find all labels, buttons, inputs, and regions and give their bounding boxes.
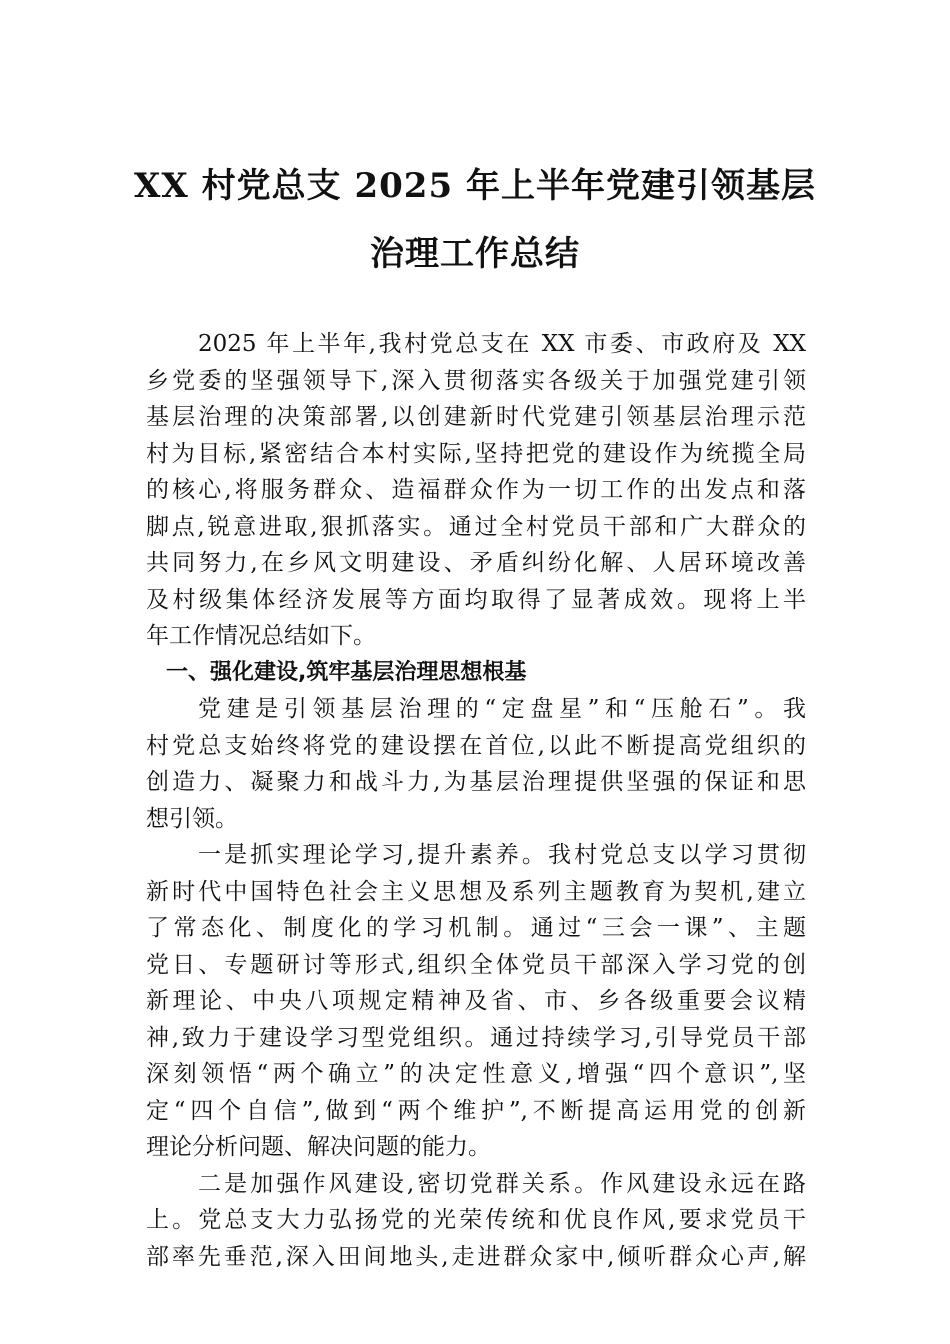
body-line: 理论分析问题、解决问题的能力。 (146, 1134, 491, 1160)
body-line: 定“四个自信”,做到“两个维护”,不断提高运用党的创新 (146, 1097, 806, 1124)
document-title-line-2: 治理工作总结 (370, 234, 580, 274)
body-line: 共同努力,在乡风文明建设、矛盾纠纷化解、人居环境改善 (146, 550, 806, 576)
body-line: 想引领。 (146, 805, 238, 832)
body-line: 一是抓实理论学习,提升素养。我村党总支以学习贯彻 (198, 842, 806, 868)
body-line: 深刻领悟“两个确立”的决定性意义,增强“四个意识”,坚 (146, 1061, 806, 1087)
body-line: 乡党委的坚强领导下,深入贯彻落实各级关于加强党建引领 (146, 367, 806, 394)
body-line: 新时代中国特色社会主义思想及系列主题教育为契机,建立 (146, 878, 806, 905)
body-line: 神,致力于建设学习型党组织。通过持续学习,引导党员干部 (146, 1024, 806, 1051)
body-line: 及村级集体经济发展等方面均取得了显著成效。现将上半 (146, 586, 806, 613)
body-line: 村党总支始终将党的建设摆在首位,以此不断提高党组织的 (146, 732, 806, 759)
body-line: 的核心,将服务群众、造福群众作为一切工作的出发点和落 (146, 477, 806, 503)
body-line: 了常态化、制度化的学习机制。通过“三会一课”、主题 (146, 915, 806, 941)
body-line: 新理论、中央八项规定精神及省、市、乡各级重要会议精 (146, 988, 806, 1014)
body-line: 2025 年上半年,我村党总支在 XX 市委、市政府及 XX (198, 331, 806, 357)
document-body (146, 326, 806, 1275)
body-line: 基层治理的决策部署,以创建新时代党建引领基层治理示范 (146, 404, 806, 430)
body-line: 部率先垂范,深入田间地头,走进群众家中,倾听群众心声,解 (146, 1243, 806, 1270)
body-line: 上。党总支大力弘扬党的光荣传统和优良作风,要求党员干 (146, 1207, 806, 1233)
body-line: 二是加强作风建设,密切党群关系。作风建设永远在路 (198, 1170, 806, 1197)
body-line: 年工作情况总结如下。 (146, 623, 376, 649)
body-line: 村为目标,紧密结合本村实际,坚持把党的建设作为统揽全局 (146, 440, 806, 467)
body-line: 创造力、凝聚力和战斗力,为基层治理提供坚强的保证和思 (146, 769, 806, 795)
document-title-line-1: XX 村党总支 2025 年上半年党建引领基层 (134, 166, 816, 206)
body-line: 党建是引领基层治理的“定盘星”和“压舱石”。我 (198, 696, 806, 722)
body-line: 脚点,锐意进取,狠抓落实。通过全村党员干部和广大群众的 (146, 513, 806, 540)
body-line: 党日、专题研讨等形式,组织全体党员干部深入学习党的创 (146, 951, 806, 978)
section-heading: 一、强化建设,筑牢基层治理思想根基 (166, 659, 527, 685)
